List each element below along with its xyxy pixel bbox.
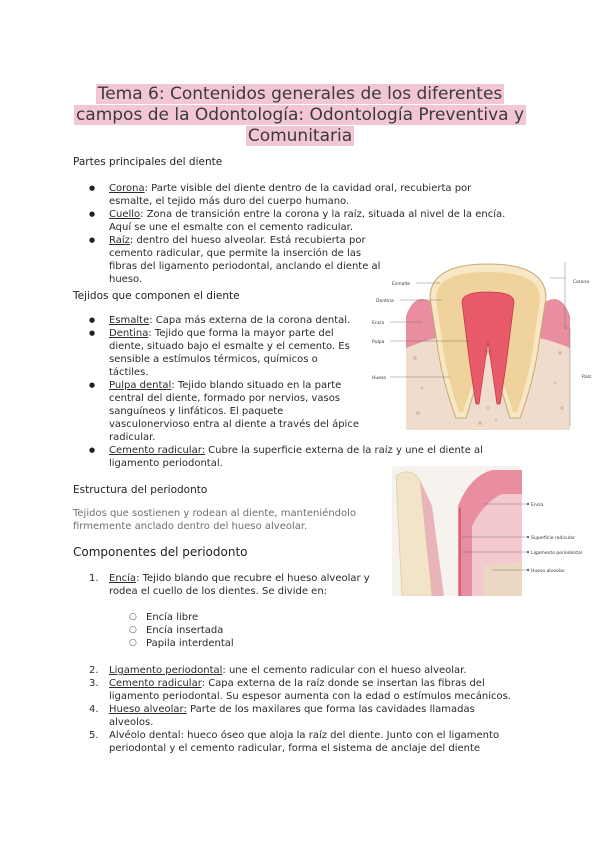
- list-item-pulpa: ● Pulpa dental: Tejido blando situado en la parte central del diente, formado por nervios, vasos sanguíneos y linfáticos. El paquete vasculonervioso entra al diente a través del ápice radicular.: [109, 379, 359, 444]
- label-pulpa: Pulpa: [372, 340, 385, 345]
- section-heading-tejidos: Tejidos que componen el diente: [73, 290, 240, 302]
- term-raiz: Raíz: [109, 235, 130, 246]
- term-cemento-radicular: Cemento radicular: [109, 678, 202, 689]
- list-item-encia-insertada: ○ Encía insertada: [146, 624, 346, 637]
- term-alveolo: Alvéolo dental: [109, 730, 181, 741]
- bone-section: [484, 562, 522, 596]
- label-dentina: Dentina: [376, 299, 394, 304]
- term-ligamento: Ligamento periodontal: [109, 665, 223, 676]
- label-hueso: Hueso: [372, 376, 387, 381]
- list-item-raiz: ● Raíz: dentro del hueso alveolar. Está recubierta por cemento radicular, que permite la inserción de las fibras del ligamento periodontal, anclando el diente al hueso.: [109, 234, 381, 286]
- term-dentina: Dentina: [109, 328, 149, 339]
- label-encia: Encía: [372, 321, 385, 326]
- list-item-cemento-radicular: 3. Cemento radicular: Capa externa de la raíz donde se insertan las fibras del ligamento periodontal. Su espesor aumenta con la edad o estímulos mecánicos.: [89, 678, 511, 702]
- figure2-markers: [527, 503, 529, 571]
- list-componentes-1: [89, 572, 384, 598]
- list-item-alveolo: 5. Alvéolo dental: hueco óseo que aloja la raíz del diente. Junto con el ligamento periodontal y el cemento radicular, forma el sistema de anclaje del diente: [89, 730, 500, 754]
- list-item-encia-libre: ○ Encía libre: [146, 611, 346, 624]
- section-heading-estructura: Estructura del periodonto: [73, 484, 208, 496]
- periodonto-description: Tejidos que sostienen y rodean al diente, manteniéndolo firmemente anclado dentro del hueso alveolar.: [73, 508, 357, 532]
- label-hueso-alveolar: Hueso alveolar: [531, 569, 565, 574]
- label-corona: Corona: [573, 280, 590, 285]
- term-corona: Corona: [109, 183, 145, 194]
- term-hueso-alveolar: Hueso alveolar:: [109, 704, 187, 715]
- list-item-corona: ● Corona: Parte visible del diente dentro de la cavidad oral, recubierta por esmalte, el tejido más duro del cuerpo humano.: [109, 182, 509, 208]
- list-item-hueso-alveolar: 4. Hueso alveolar: Parte de los maxilares que forma las cavidades llamadas alveolos.: [89, 704, 475, 728]
- label-ligamento-periodontal: Ligamento periodontal: [531, 551, 583, 556]
- list-item-ligamento: 2. Ligamento periodontal: une el cemento radicular con el hueso alveolar.: [89, 665, 467, 676]
- term-esmalte: Esmalte: [109, 315, 150, 326]
- section-heading-partes: Partes principales del diente: [73, 156, 223, 168]
- list-item-encia: 1. Encía: Tejido blando que recubre el hueso alveolar y rodea el cuello de los dientes. Se divide en:: [89, 573, 370, 597]
- list-item-esmalte: ● Esmalte: Capa más externa de la corona dental.: [109, 314, 359, 327]
- section-heading-componentes: Componentes del periodonto: [73, 545, 248, 559]
- label-encia-periodonto: Encía: [531, 503, 544, 508]
- term-cemento: Cemento radicular:: [109, 445, 205, 456]
- term-pulpa: Pulpa dental: [109, 380, 172, 391]
- periodontium-figure: [392, 466, 600, 596]
- page-title: Tema 6: Contenidos generales de los diferentes campos de la Odontología: Odontología Preventiva y Comunitaria: [75, 84, 525, 146]
- tooth-anatomy-figure: [370, 258, 600, 430]
- term-encia: Encía: [109, 573, 137, 584]
- list-item-dentina: ● Dentina: Tejido que forma la mayor parte del diente, situado bajo el esmalte y el cemento. Es sensible a estímulos térmicos, químicos o táctiles.: [109, 327, 359, 379]
- list-item-cemento: ● Cemento radicular: Cubre la superficie externa de la raíz y une el diente al ligamento periodontal.: [109, 444, 504, 470]
- label-esmalte: Esmalte: [392, 282, 411, 287]
- list-componentes-2: [89, 664, 519, 755]
- label-raiz: Raíz: [582, 375, 592, 380]
- list-item-papila: ○ Papila interdental: [146, 637, 346, 650]
- list-item-cuello: ● Cuello: Zona de transición entre la corona y la raíz, situada al nivel de la encía. Aquí se une el esmalte con el cemento radicular.: [109, 208, 509, 234]
- label-superficie-radicular: Superficie radicular: [531, 536, 575, 541]
- term-cuello: Cuello: [109, 209, 141, 220]
- list-encia-subtypes: [146, 611, 346, 650]
